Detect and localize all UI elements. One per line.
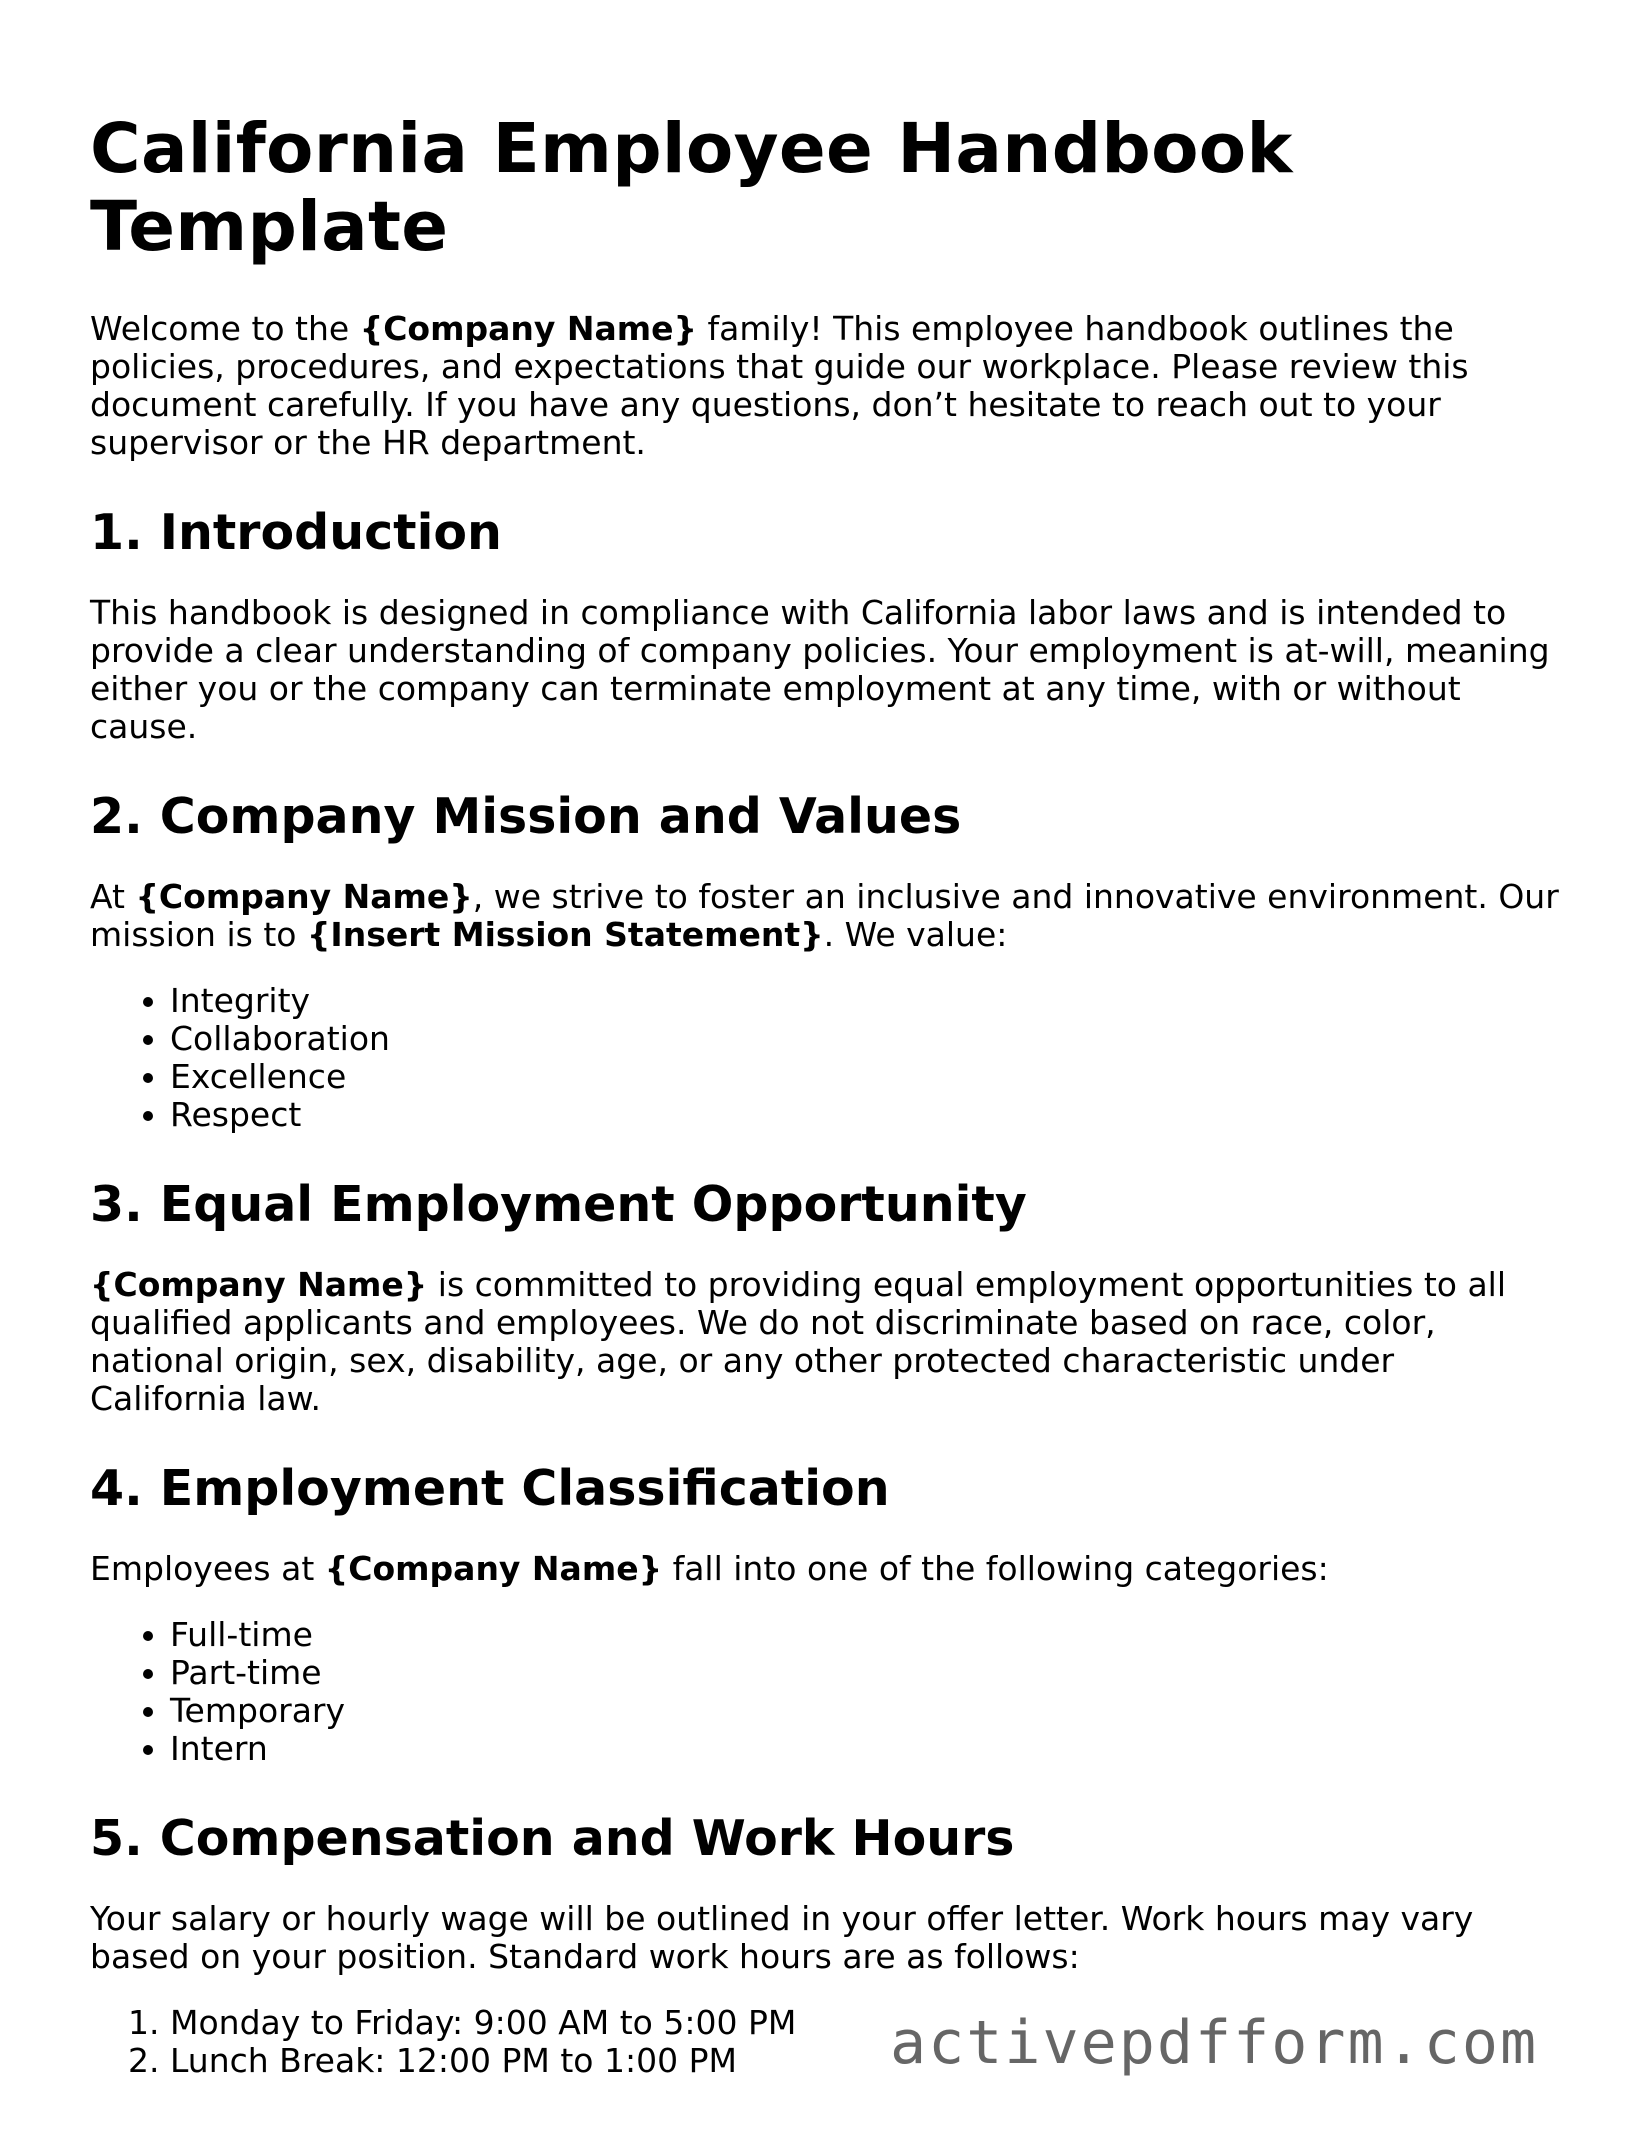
section-heading-classification: 4. Employment Classification xyxy=(90,1460,890,1517)
section-heading-mission: 2. Company Mission and Values xyxy=(90,788,962,845)
mission-paragraph: At {Company Name}, we strive to foster an inclusive and innovative environment. Our mission is to {Insert Mission Statement}. We value: xyxy=(90,877,1559,954)
section-heading-introduction: 1. Introduction xyxy=(90,504,502,561)
list-item: • Temporary xyxy=(170,1692,1560,1730)
section-heading-eeo: 3. Equal Employment Opportunity xyxy=(90,1176,1027,1233)
company-name-placeholder: {Company Name} xyxy=(135,877,473,916)
document-title: California Employee Handbook Template xyxy=(90,109,1293,267)
list-item: 1. Monday to Friday: 9:00 AM to 5:00 PM xyxy=(170,2004,1560,2042)
list-item: • Collaboration xyxy=(170,1020,1560,1058)
list-item: 2. Lunch Break: 12:00 PM to 1:00 PM xyxy=(170,2042,1560,2080)
company-name-placeholder: {Company Name} xyxy=(324,1549,663,1588)
document-page xyxy=(90,110,1560,2080)
list-item: • Integrity xyxy=(170,982,1560,1020)
mission-statement-placeholder: {Insert Mission Statement} xyxy=(306,915,824,954)
company-name-placeholder: {Company Name} xyxy=(359,309,698,348)
list-item: • Respect xyxy=(170,1096,1560,1134)
values-list xyxy=(90,982,1560,1134)
intro-paragraph: Welcome to the {Company Name} family! This employee handbook outlines the policies, procedures, and expectations that guide our workplace. Please review this document carefully. If you have any questions, don’t hesitate to reach out to your supervisor or the HR department. xyxy=(90,309,1469,462)
list-item: • Part-time xyxy=(170,1654,1560,1692)
eeo-paragraph: {Company Name} is committed to providing equal employment opportunities to all qualified applicants and employees. We do not discriminate based on race, color, national origin, sex, disability, age, or any other protected characteristic under California law. xyxy=(90,1265,1506,1418)
compensation-paragraph: Your salary or hourly wage will be outlined in your offer letter. Work hours may vary based on your position. Standard work hours are as follows: xyxy=(90,1899,1474,1976)
classification-paragraph: Employees at {Company Name} fall into one of the following categories: xyxy=(90,1549,1329,1588)
introduction-paragraph: This handbook is designed in compliance with California labor laws and is intended to provide a clear understanding of company policies. Your employment is at-will, meaning either you or the company can terminate employment at any time, with or without cause. xyxy=(90,593,1550,746)
section-heading-compensation: 5. Compensation and Work Hours xyxy=(90,1810,1015,1867)
categories-list xyxy=(90,1616,1560,1768)
list-item: • Intern xyxy=(170,1730,1560,1768)
watermark: activepdfform.com xyxy=(890,2008,1539,2078)
list-item: • Full-time xyxy=(170,1616,1560,1654)
list-item: • Excellence xyxy=(170,1058,1560,1096)
company-name-placeholder: {Company Name} xyxy=(90,1265,428,1304)
